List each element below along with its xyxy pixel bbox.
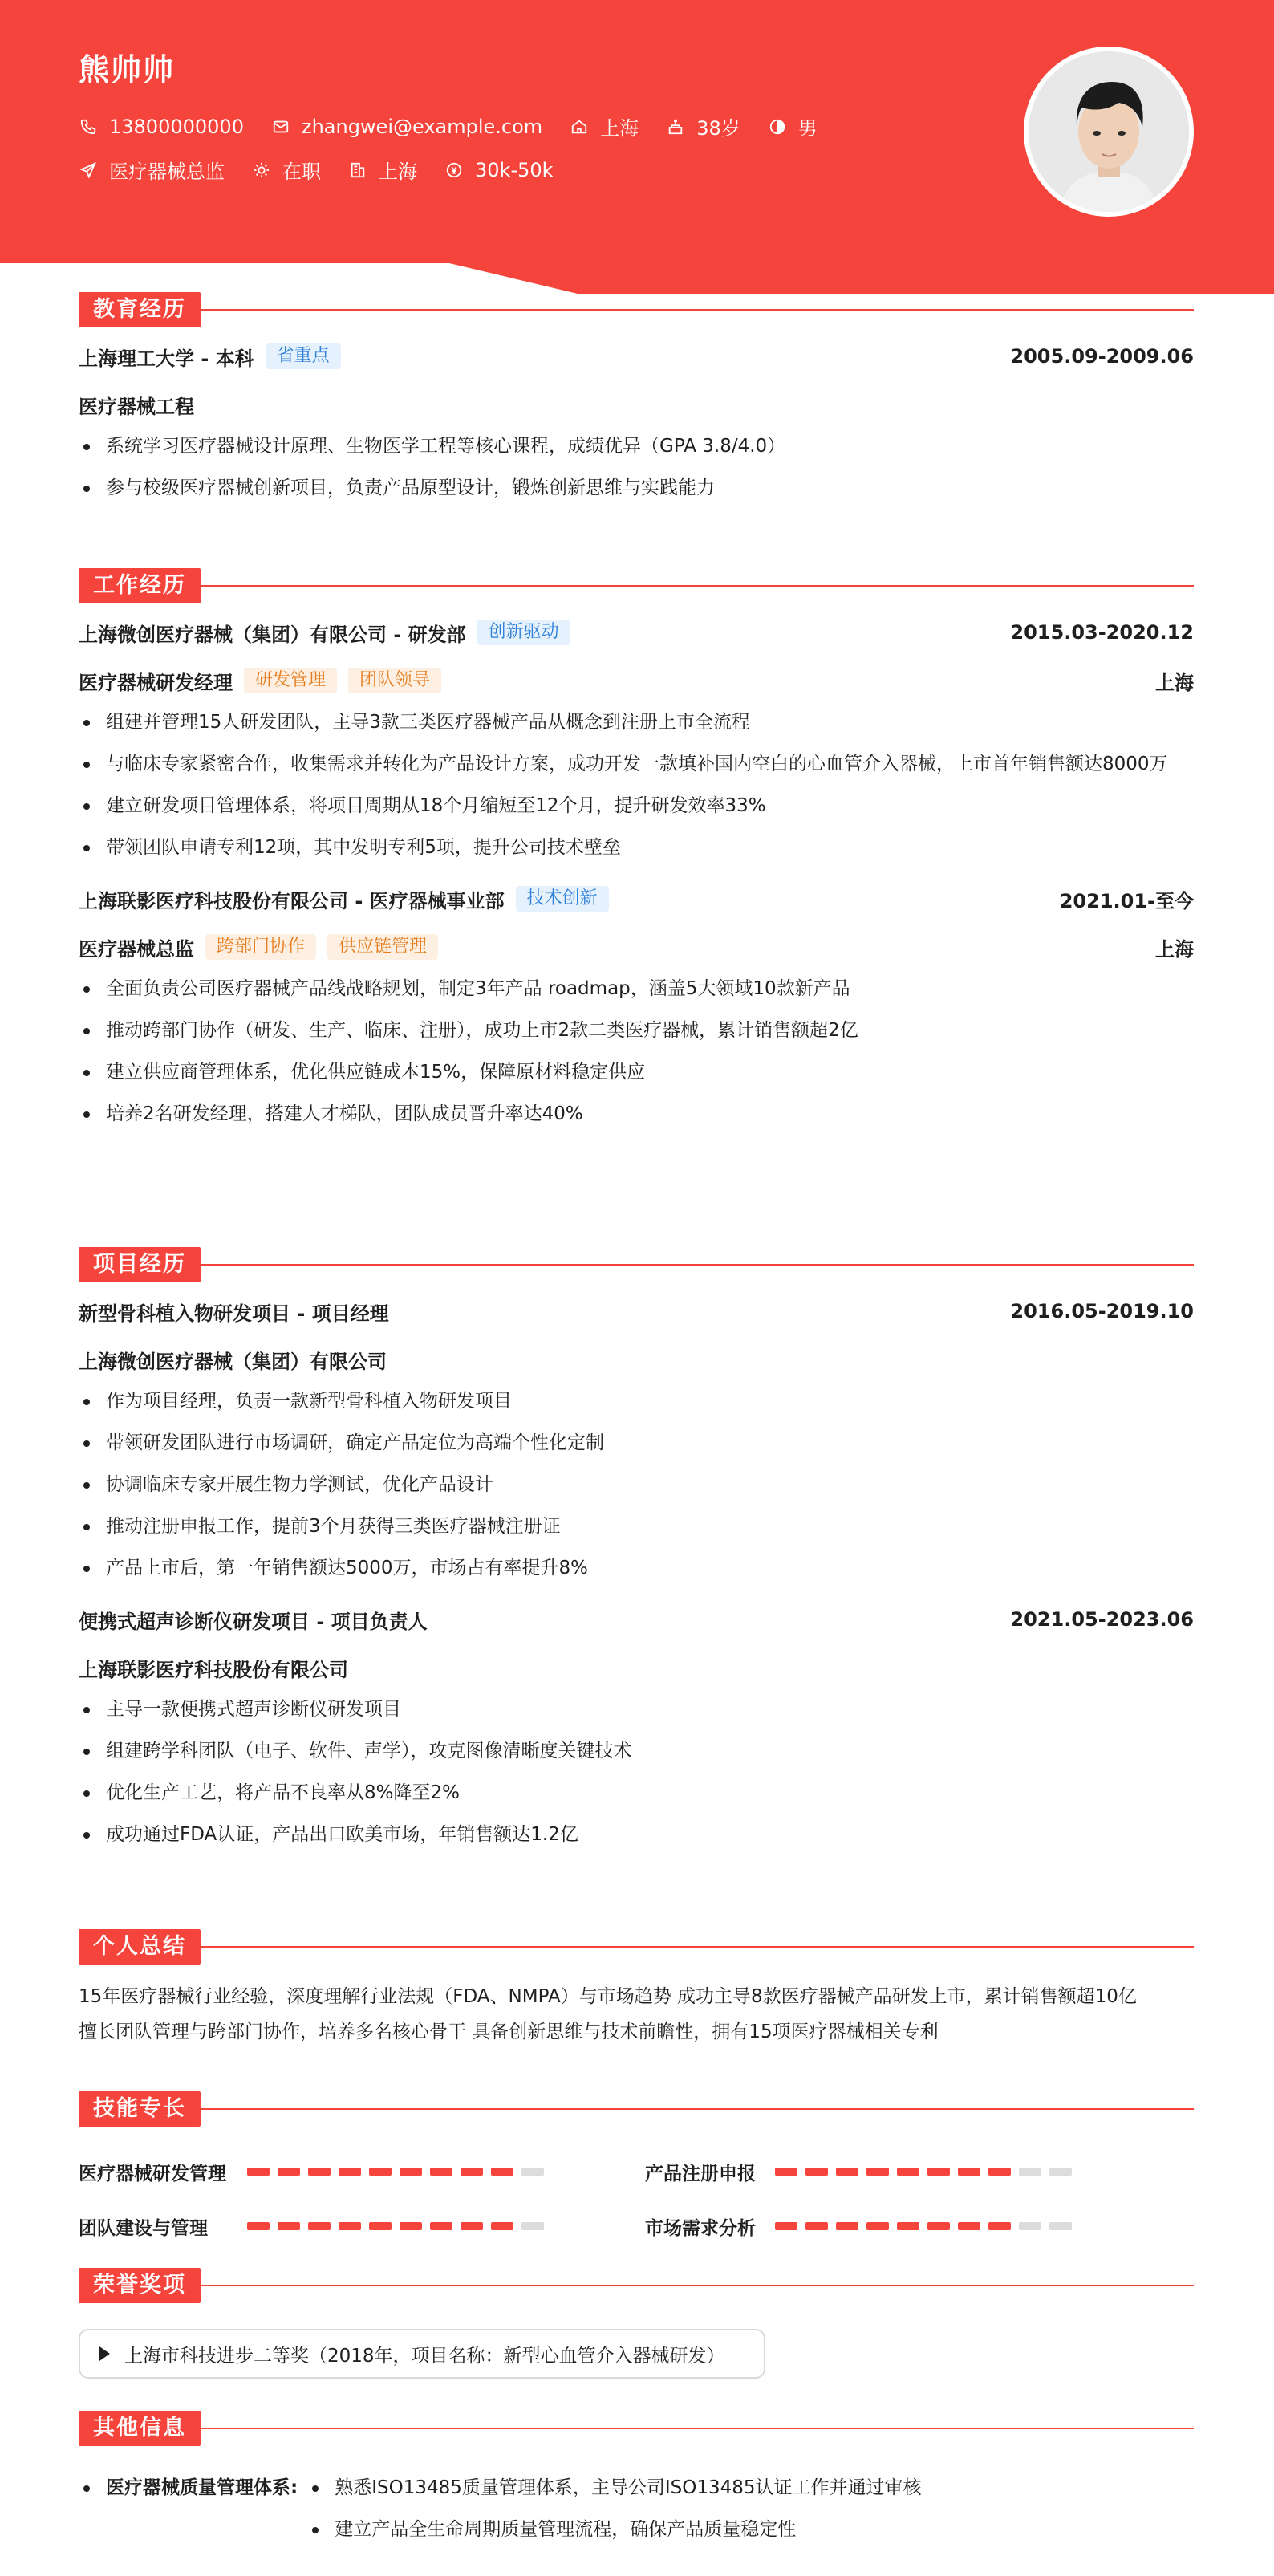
send-icon — [79, 160, 98, 180]
section-divider — [201, 1946, 1194, 1948]
list-item: 熟悉ISO13485质量管理体系，主导公司ISO13485认证工作并通过审核 — [307, 2472, 921, 2504]
work-item — [79, 883, 1194, 1130]
job-city-text: 上海 — [379, 160, 417, 183]
skill-level-segment — [521, 2222, 544, 2230]
education-left — [79, 343, 341, 371]
education-bullets — [79, 430, 1194, 504]
list-item: 全面负责公司医疗器械产品线战略规划，制定3年产品 roadmap，涵盖5大领域10款新产品 — [79, 973, 1194, 1005]
skill-level-segment — [461, 2222, 483, 2230]
section-title: 技能专长 — [79, 2091, 201, 2127]
list-item: 推动注册申报工作，提前3个月获得三类医疗器械注册证 — [79, 1510, 1194, 1542]
skill-level-segment — [308, 2222, 331, 2230]
other-row — [79, 2472, 1194, 2555]
role-name: 医疗器械研发经理 — [79, 671, 233, 694]
summary-section — [79, 1929, 1194, 2050]
skill-level-segment — [805, 2222, 828, 2230]
list-item: 培养2名研发经理，搭建人才梯队，团队成员晋升率达40% — [79, 1098, 1194, 1130]
contact-phone — [79, 116, 244, 138]
skill-level-segment — [491, 2222, 513, 2230]
section-title: 其他信息 — [79, 2411, 201, 2446]
phone-text: 13800000000 — [109, 115, 244, 138]
awards-section — [79, 2268, 1194, 2379]
project-bullets — [79, 1693, 1194, 1851]
skill-level-segment — [805, 2168, 828, 2176]
skill-name: 产品注册申报 — [645, 2163, 756, 2184]
skill-level-segment — [958, 2222, 980, 2230]
job-status — [252, 156, 321, 184]
skill-name: 医疗器械研发管理 — [79, 2163, 226, 2184]
skill-level-segment — [430, 2222, 452, 2230]
work-item — [79, 616, 1194, 863]
skill-item — [645, 2210, 1194, 2242]
skill-level-segment — [278, 2168, 300, 2176]
list-item: 建立产品全生命周期质量管理流程，确保产品质量稳定性 — [307, 2513, 921, 2546]
skill-item — [79, 2155, 645, 2188]
other-bullets — [307, 2472, 921, 2555]
gender-text: 男 — [797, 117, 818, 140]
work-bullets — [79, 706, 1194, 863]
work-bullets — [79, 973, 1194, 1130]
status-icon — [252, 160, 271, 180]
phone-icon — [79, 117, 98, 136]
skill-level-segment — [836, 2168, 858, 2176]
project-name: 便携式超声诊断仪研发项目 - 项目负责人 — [79, 1610, 428, 1633]
company-name: 上海微创医疗器械（集团）有限公司 - 研发部 — [79, 623, 466, 646]
resume-header — [0, 0, 1274, 297]
age-icon — [666, 117, 685, 136]
award-text: 上海市科技进步二等奖（2018年，项目名称：新型心血管介入器械研发） — [124, 2345, 725, 2367]
section-divider — [201, 1264, 1194, 1266]
skill-item — [79, 2210, 645, 2242]
list-item: 主导一款便携式超声诊断仪研发项目 — [79, 1693, 1194, 1725]
list-item: 与临床专家紧密合作，收集需求并转化为产品设计方案，成功开发一款填补国内空白的心血管介入器械，上市首年销售额达8000万 — [79, 748, 1194, 780]
summary-header — [79, 1929, 1194, 1965]
other-section — [79, 2411, 1194, 2555]
education-item — [79, 340, 1194, 504]
work-location: 上海 — [1155, 671, 1194, 694]
salary-icon — [444, 160, 464, 180]
skill-level-bar — [247, 2168, 552, 2176]
list-item: 组建跨学科团队（电子、软件、声学），攻克图像清晰度关键技术 — [79, 1735, 1194, 1767]
skill-level-segment — [958, 2168, 980, 2176]
other-header — [79, 2411, 1194, 2446]
skill-item — [645, 2155, 1194, 2188]
education-section — [79, 292, 1194, 504]
skill-level-segment — [247, 2222, 270, 2230]
skill-level-segment — [400, 2168, 422, 2176]
skills-section — [79, 2091, 1194, 2242]
section-divider — [201, 585, 1194, 587]
other-label: 医疗器械质量管理体系: — [79, 2472, 298, 2555]
project-org-row — [79, 1652, 1194, 1684]
salary-text: 30k-50k — [475, 158, 554, 181]
position-text: 医疗器械总监 — [109, 160, 225, 183]
education-date: 2005.09-2009.06 — [1010, 345, 1194, 368]
school-name: 上海理工大学 - 本科 — [79, 347, 254, 370]
skill-level-segment — [461, 2168, 483, 2176]
section-title: 个人总结 — [79, 1929, 201, 1965]
list-item: 带领研发团队进行市场调研，确定产品定位为高端个性化定制 — [79, 1427, 1194, 1459]
skill-level-segment — [278, 2222, 300, 2230]
education-row — [79, 340, 1194, 372]
skill-level-segment — [836, 2222, 858, 2230]
skill-level-segment — [897, 2222, 919, 2230]
skill-level-segment — [927, 2168, 950, 2176]
skill-level-segment — [927, 2222, 950, 2230]
skill-level-segment — [400, 2222, 422, 2230]
education-header — [79, 292, 1194, 327]
skill-level-segment — [369, 2168, 392, 2176]
work-header — [79, 568, 1194, 603]
email-text: zhangwei@example.com — [301, 115, 543, 138]
section-title: 荣誉奖项 — [79, 2268, 201, 2303]
status-text: 在职 — [282, 160, 321, 183]
skill-level-segment — [1019, 2222, 1041, 2230]
project-item — [79, 1295, 1194, 1584]
mail-icon — [271, 117, 290, 136]
contact-age — [666, 112, 740, 140]
skill-level-segment — [521, 2168, 544, 2176]
role-tag: 供应链管理 — [327, 934, 438, 960]
project-org-row — [79, 1343, 1194, 1375]
list-item: 作为项目经理，负责一款新型骨科植入物研发项目 — [79, 1385, 1194, 1417]
section-divider — [201, 2428, 1194, 2429]
avatar — [1024, 47, 1194, 217]
list-item: 建立研发项目管理体系，将项目周期从18个月缩短至12个月，提升研发效率33% — [79, 790, 1194, 822]
major-name: 医疗器械工程 — [79, 395, 194, 418]
section-divider — [201, 309, 1194, 311]
skill-level-bar — [247, 2222, 552, 2230]
project-name: 新型骨科植入物研发项目 - 项目经理 — [79, 1302, 389, 1325]
company-left — [79, 619, 570, 647]
skill-level-segment — [1049, 2222, 1072, 2230]
role-left — [79, 667, 441, 695]
summary-body — [79, 1979, 1194, 2050]
company-name: 上海联影医疗科技股份有限公司 - 医疗器械事业部 — [79, 889, 505, 912]
skill-level-segment — [897, 2168, 919, 2176]
job-salary — [444, 159, 554, 181]
skill-level-segment — [988, 2168, 1011, 2176]
project-date: 2021.05-2023.06 — [1010, 1608, 1194, 1631]
skill-level-segment — [775, 2168, 797, 2176]
skill-level-segment — [430, 2168, 452, 2176]
summary-line: 擅长团队管理与跨部门协作，培养多名核心骨干 具备创新思维与技术前瞻性，拥有15项医疗器械相关专利 — [79, 2021, 939, 2042]
skill-level-segment — [491, 2168, 513, 2176]
gender-icon — [768, 117, 787, 136]
skill-level-segment — [308, 2168, 331, 2176]
job-city — [348, 156, 417, 184]
project-row — [79, 1295, 1194, 1327]
skill-level-segment — [1049, 2168, 1072, 2176]
list-item: 优化生产工艺，将产品不良率从8%降至2% — [79, 1777, 1194, 1809]
projects-header — [79, 1247, 1194, 1282]
skill-level-segment — [369, 2222, 392, 2230]
contact-city — [570, 112, 639, 140]
section-title: 项目经历 — [79, 1247, 201, 1282]
skill-level-segment — [775, 2222, 797, 2230]
summary-line: 15年医疗器械行业经验，深度理解行业法规（FDA、NMPA）与市场趋势 成功主导8款医疗器械产品研发上市，累计销售额超10亿 — [79, 1986, 1137, 2007]
section-title: 教育经历 — [79, 292, 201, 327]
list-item: 组建并管理15人研发团队，主导3款三类医疗器械产品从概念到注册上市全流程 — [79, 706, 1194, 738]
skill-name: 市场需求分析 — [645, 2217, 756, 2239]
project-item — [79, 1603, 1194, 1851]
list-item: 建立供应商管理体系，优化供应链成本15%，保障原材料稳定供应 — [79, 1056, 1194, 1088]
school-tag: 省重点 — [266, 343, 341, 369]
list-item: 系统学习医疗器械设计原理、生物医学工程等核心课程，成绩优异（GPA 3.8/4.0） — [79, 430, 1194, 462]
role-row — [79, 931, 1194, 963]
project-date: 2016.05-2019.10 — [1010, 1300, 1194, 1323]
skill-level-bar — [775, 2222, 1080, 2230]
home-icon — [570, 117, 589, 136]
skill-level-bar — [775, 2168, 1080, 2176]
work-date: 2021.01-至今 — [1059, 889, 1194, 912]
skill-name: 团队建设与管理 — [79, 2217, 208, 2239]
skill-level-segment — [1019, 2168, 1041, 2176]
work-section — [79, 568, 1194, 1130]
work-date: 2015.03-2020.12 — [1010, 621, 1194, 644]
job-position — [79, 156, 225, 184]
job-intent-row — [79, 156, 581, 184]
expand-triangle-icon[interactable] — [99, 2346, 110, 2361]
list-item: 带领团队申请专利12项，其中发明专利5项，提升公司技术壁垒 — [79, 831, 1194, 863]
skill-level-segment — [339, 2222, 361, 2230]
awards-header — [79, 2268, 1194, 2303]
award-item[interactable] — [79, 2329, 765, 2379]
role-tag: 研发管理 — [244, 668, 337, 693]
company-tag: 创新驱动 — [477, 620, 570, 645]
projects-section — [79, 1247, 1194, 1851]
contact-email — [271, 116, 542, 138]
skill-level-segment — [988, 2222, 1011, 2230]
city-text: 上海 — [600, 117, 639, 140]
company-row — [79, 616, 1194, 648]
company-tag: 技术创新 — [516, 886, 609, 912]
contact-gender — [768, 112, 818, 140]
list-item: 产品上市后，第一年销售额达5000万，市场占有率提升8% — [79, 1552, 1194, 1584]
company-row — [79, 883, 1194, 915]
list-item: 参与校级医疗器械创新项目，负责产品原型设计，锻炼创新思维与实践能力 — [79, 472, 1194, 504]
role-left — [79, 933, 438, 961]
project-row — [79, 1603, 1194, 1635]
skill-level-segment — [866, 2222, 889, 2230]
list-item: 成功通过FDA认证，产品出口欧美市场，年销售额达1.2亿 — [79, 1818, 1194, 1851]
age-text: 38岁 — [696, 117, 740, 140]
skills-grid — [79, 2155, 1194, 2242]
avatar-photo — [1029, 51, 1189, 212]
role-tag: 跨部门协作 — [205, 934, 316, 960]
role-tag: 团队领导 — [348, 668, 441, 693]
role-name: 医疗器械总监 — [79, 937, 194, 961]
contact-row — [79, 112, 845, 140]
role-row — [79, 664, 1194, 697]
skills-header — [79, 2091, 1194, 2127]
company-left — [79, 885, 609, 913]
project-org: 上海联影医疗科技股份有限公司 — [79, 1658, 348, 1681]
section-divider — [201, 2285, 1194, 2286]
section-title: 工作经历 — [79, 568, 201, 603]
major-row — [79, 388, 1194, 421]
list-item: 协调临床专家开展生物力学测试，优化产品设计 — [79, 1469, 1194, 1501]
skill-level-segment — [247, 2168, 270, 2176]
skill-level-segment — [339, 2168, 361, 2176]
candidate-name: 熊帅帅 — [79, 52, 176, 87]
work-location: 上海 — [1155, 937, 1194, 961]
section-divider — [201, 2108, 1194, 2110]
project-bullets — [79, 1385, 1194, 1584]
list-item: 推动跨部门协作（研发、生产、临床、注册），成功上市2款二类医疗器械，累计销售额超2亿 — [79, 1014, 1194, 1046]
building-icon — [348, 160, 367, 180]
project-org: 上海微创医疗器械（集团）有限公司 — [79, 1350, 387, 1373]
skill-level-segment — [866, 2168, 889, 2176]
